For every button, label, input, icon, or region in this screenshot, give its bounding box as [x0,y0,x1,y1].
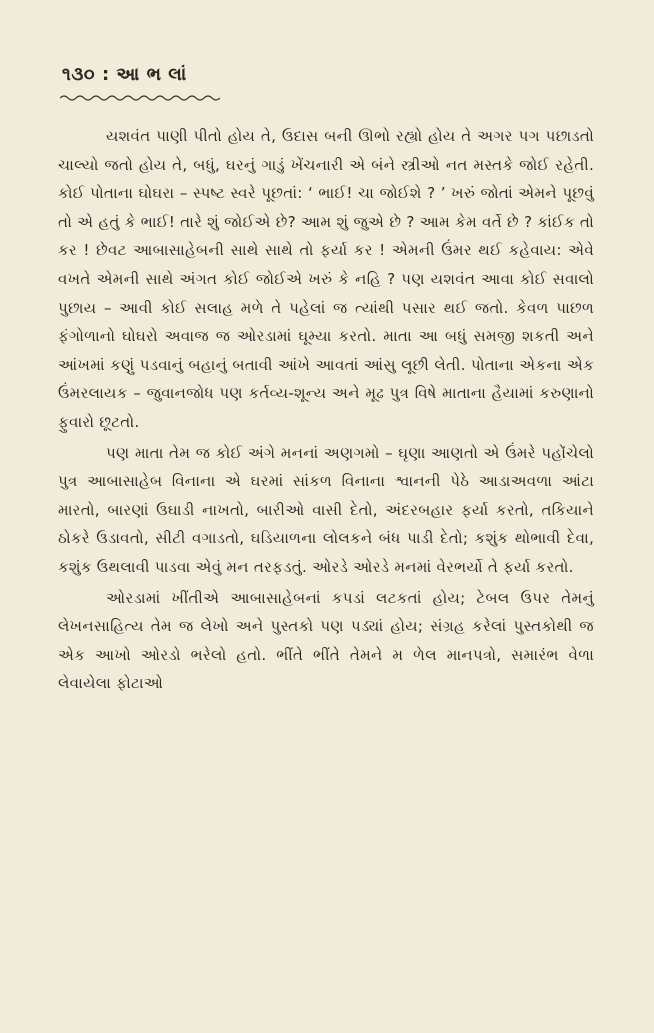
paragraph-3: ઓરડામાં ખીંતીએ આબાસાહેબનાં કપડાં લટકતાં હોય; ટેબલ ઉપર તેમનું લેખનસાહિત્ય તેમ જ લેખો અને પુસ્તકો પણ પડ્યાં હોય; સંગ્રહ કરેલાં પુસ્તકોથી જ એક આખો ઓરડો ભરેલો હતો. ભીંતે ભીંતે તેમને મ ળેલ માનપત્રો, સમારંભ વેળા લેવાયેલા ફોટાઓ [58,588,594,693]
page-number: ૧૩૦ [62,64,96,85]
running-title: આ ભ લાં [116,64,187,85]
paragraph-1: યશવંત પાણી પીતો હોય તે, ઉદાસ બની ઊભો રહ્યો હોય તે અગર પગ પછાડતો ચાલ્યો જતો હોય તે, બધું, ઘરનું ગાડું ખેંચનારી એ બંને સ્ત્રીઓ નત મસ્તકે જોઈ રહેતી. કોઈ પોતાના ઘોઘરા – સ્પષ્ટ સ્વરે પૂછતાં: ‘ ભાઈ! ચા જોઈશે ? ’ ખરું જોતાં એમને પૂછવું તો એ હતું કે ભાઈ! તારે શું જોઈએ છે? આમ શું જુએ છે ? આમ કેમ વર્તે છે ? કાંઈક તો કર ! છેવટ આબાસાહેબની સાથે સાથે તો ફર્યા કર ! એમની ઉંમર થઈ કહેવાય: એવે વખતે એમની સાથે અંગત કોઈ જોઈએ ખરું કે નહિ ? પણ યશવંત આવા કોઈ સવાલો પુછાય – આવી કોઈ સલાહ મળે તે પહેલાં જ ત્યાંથી પસાર થઈ જતો. કેવળ પાછળ ફંગોળાનો ઘોઘરો અવાજ જ ઓરડામાં ઘૂમ્યા કરતો. માતા આ બધું સમજી શકતી અને આંખમાં કણું પડવાનું બહાનું બતાવી આંખે આવતાં આંસુ લૂછી લેતી. પોતાના એકના એક ઉંમરલાયક – જુવાનજોધ પણ કર્તવ્ય-શૂન્ય અને મૂઢ પુત્ર વિષે માતાના હૈયામાં કરુણાનો ફુવારો છૂટતો. [58,127,594,431]
header-separator: : [101,64,110,85]
decorative-wavy-rule [60,94,220,102]
body-text [58,122,594,698]
paragraph-2: પણ માતા તેમ જ કોઈ અંગે મનનાં અણગમો – ઘૃણા આણતો એ ઉંમરે પહોંચેલો પુત્ર આબાસાહેબ વિનાના એ ઘરમાં સાંકળ વિનાના શ્વાનની પેઠે આડાઅવળા આંટા મારતો, બારણાં ઉઘાડી નાખતો, બારીઓ વાસી દેતો, અંદરબહાર ફર્યા કરતો, તકિયાને ઠોકરે ઉડાવતો, સીટી વગાડતો, ઘડિયાળના લોલકને બંધ પાડી દેતો; કશુંક થોભાવી દેવા, કશુંક ઉથલાવી પાડવા એવું મન તરફડતું. ઓરડે ઓરડે મનમાં વેરભર્યો તે ફર્યા કરતો. [58,443,594,576]
page-header [62,64,187,85]
